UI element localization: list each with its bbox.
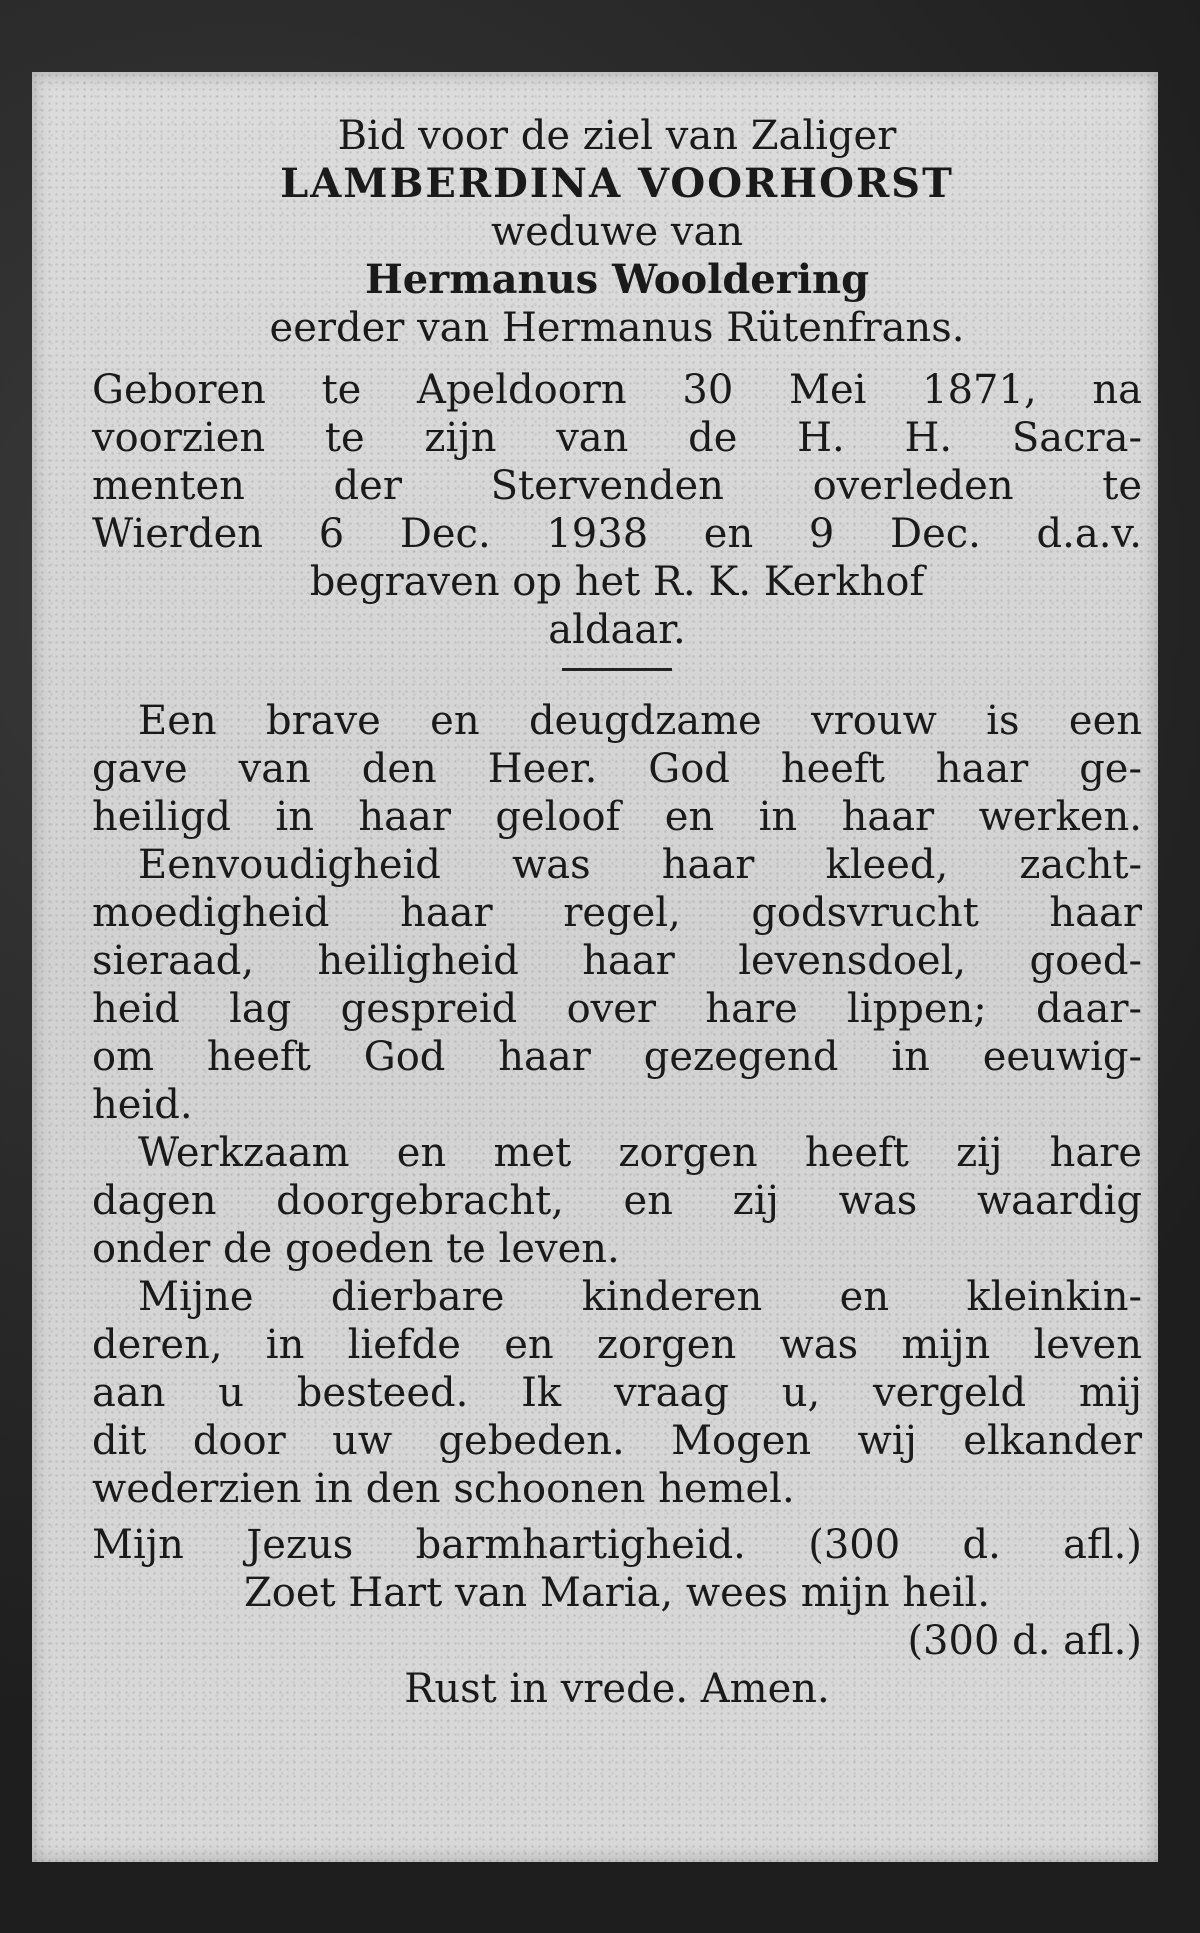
husband-name: Hermanus Wooldering	[364, 256, 870, 303]
memorial-card	[32, 72, 1158, 1862]
verse-line: Werkzaam en met zorgen heeft zij hare	[138, 1130, 1142, 1176]
closing-line: Rust in vrede. Amen.	[404, 1666, 830, 1712]
verse-line: deren, in liefde en zorgen was mijn leven	[92, 1322, 1142, 1368]
verse-paragraph-4	[92, 1273, 1142, 1513]
verse-line: Een brave en deugdzame vrouw is een	[138, 698, 1142, 744]
verse-line: Mijne dierbare kinderen en kleinkin-	[138, 1274, 1142, 1320]
verse-line: dit door uw gebeden. Mogen wij elkander	[92, 1418, 1142, 1464]
prayer-indulgence-note: (300 d. afl.)	[907, 1618, 1142, 1664]
verse-line: heid lag gespreid over hare lippen; daar-	[92, 986, 1142, 1032]
verse-line: heiligd in haar geloof en in haar werken.	[92, 794, 1142, 840]
verse-paragraph-2	[92, 841, 1142, 1129]
indulgence-prayers	[92, 1521, 1142, 1713]
biography-line: aldaar.	[548, 607, 686, 653]
verse-line: moedigheid haar regel, godsvrucht haar	[92, 890, 1142, 936]
biography-line: voorzien te zijn van de H. H. Sacra-	[92, 415, 1142, 461]
biography-block	[92, 366, 1142, 654]
verse-line: Eenvoudigheid was haar kleed, zacht-	[138, 842, 1142, 888]
invocation-line: Bid voor de ziel van Zaliger	[337, 113, 897, 159]
verse-line: dagen doorgebracht, en zij was waardig	[92, 1178, 1142, 1224]
verse-line: sieraad, heiligheid haar levensdoel, goed-	[92, 938, 1142, 984]
verse-line: heid.	[92, 1082, 193, 1128]
verse-line: aan u besteed. Ik vraag u, vergeld mij	[92, 1370, 1142, 1416]
divider-rule	[562, 668, 672, 671]
biography-line: Geboren te Apeldoorn 30 Mei 1871, na	[92, 367, 1142, 413]
card-content	[92, 112, 1142, 1713]
previous-husband-line: eerder van Hermanus Rütenfrans.	[269, 305, 965, 351]
verse-paragraph-3	[92, 1129, 1142, 1273]
verse-line: gave van den Heer. God heeft haar ge-	[92, 746, 1142, 792]
verse-paragraph-1	[92, 697, 1142, 841]
verse-line: om heeft God haar gezegend in eeuwig-	[92, 1034, 1142, 1080]
verse-line: onder de goeden te leven.	[92, 1226, 620, 1272]
biography-line: menten der Stervenden overleden te	[92, 463, 1142, 509]
deceased-name: LAMBERDINA VOORHORST	[280, 160, 954, 207]
verse-line: wederzien in den schoonen hemel.	[92, 1466, 795, 1512]
prayer-line: Zoet Hart van Maria, wees mijn heil.	[243, 1570, 991, 1616]
biography-line: Wierden 6 Dec. 1938 en 9 Dec. d.a.v.	[92, 511, 1142, 557]
biography-line: begraven op het R. K. Kerkhof	[309, 559, 925, 605]
widow-of-line: weduwe van	[490, 209, 744, 255]
prayer-line: Mijn Jezus barmhartigheid. (300 d. afl.)	[92, 1522, 1142, 1568]
